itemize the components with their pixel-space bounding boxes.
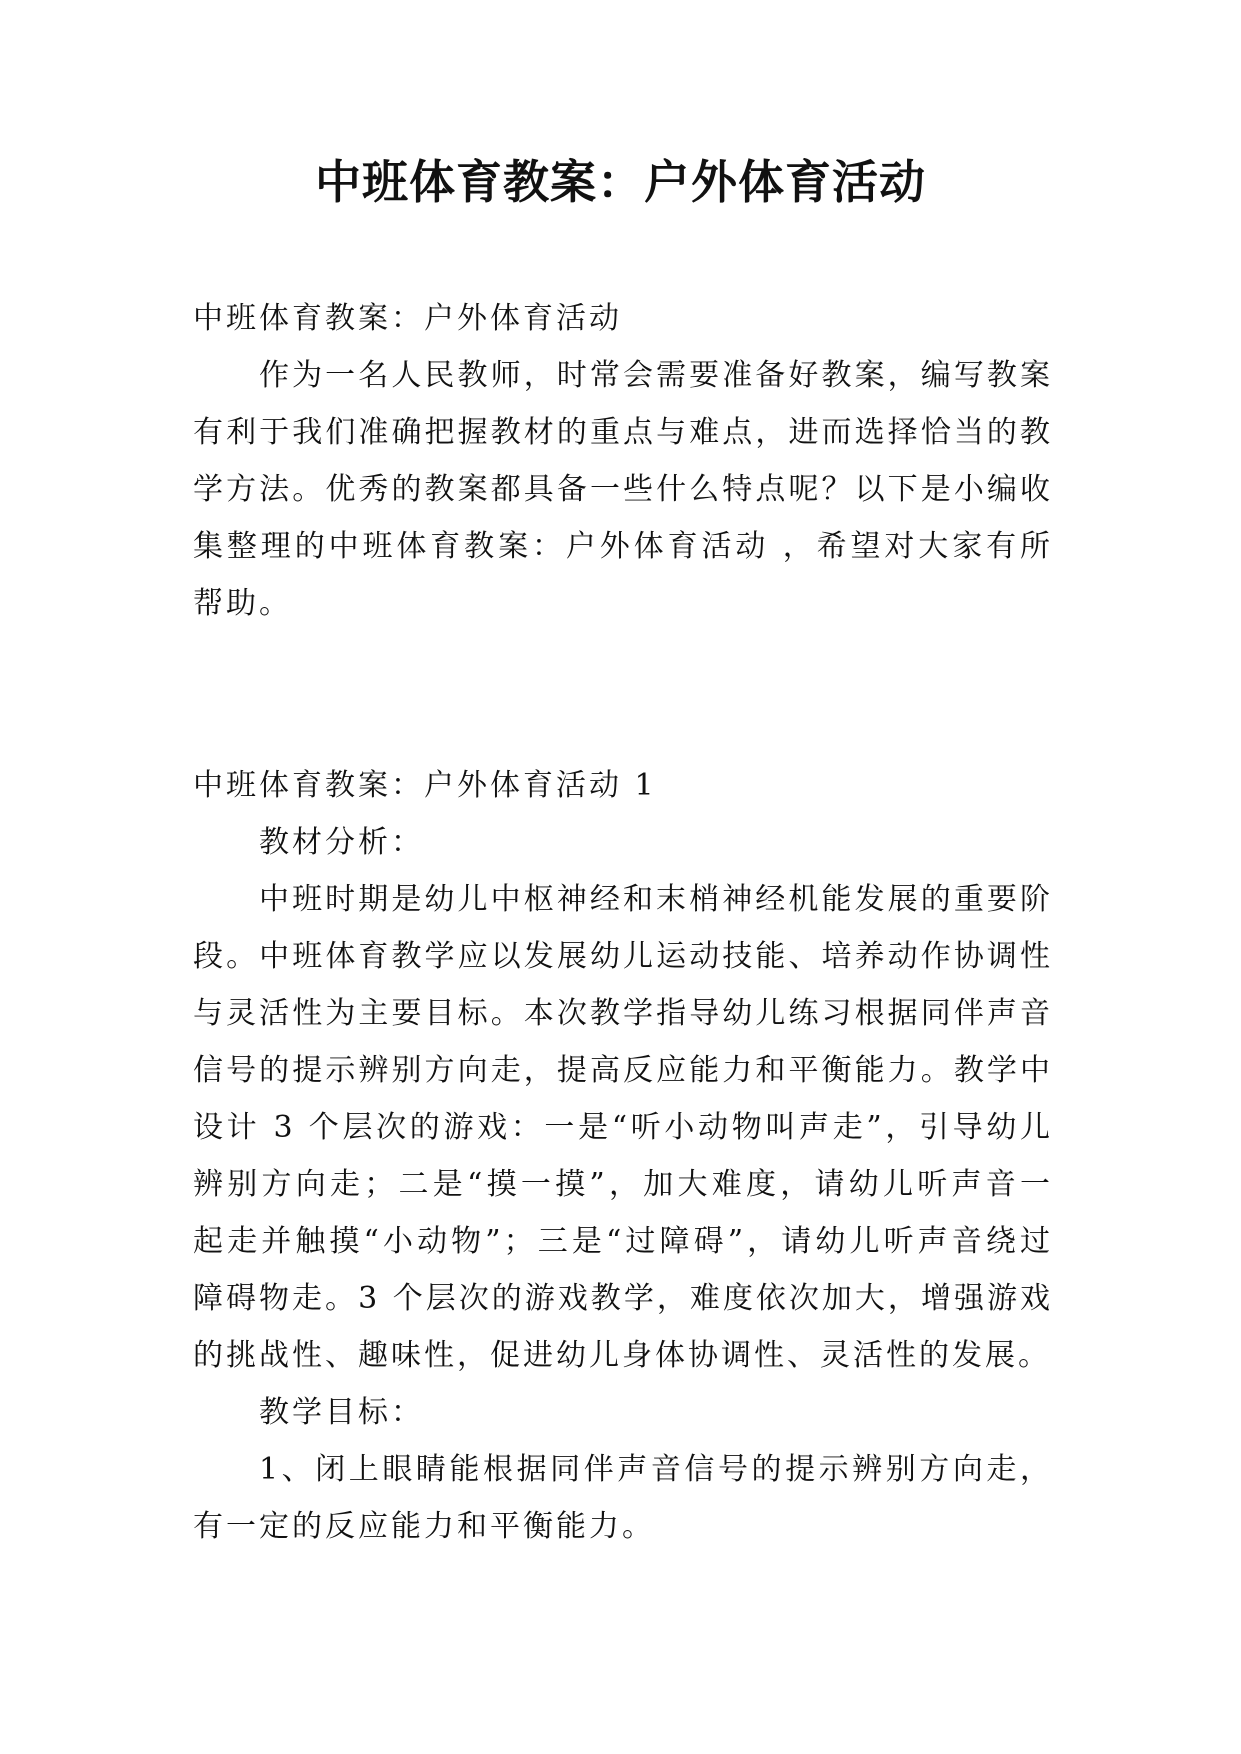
intro-paragraph: 作为一名人民教师，时常会需要准备好教案，编写教案有利于我们准确把握教材的重点与难点，进而选择恰当的教学方法。优秀的教案都具备一些什么特点呢？以下是小编收集整理的中班体育教案：户外体育活动 ，希望对大家有所帮助。 [193, 358, 1053, 621]
goal-item-1: 1、闭上眼睛能根据同伴声音信号的提示辨别方向走，有一定的反应能力和平衡能力。 [193, 1452, 1053, 1544]
document-title: 中班体育教案：户外体育活动 [315, 155, 926, 209]
intro-section [193, 290, 1053, 632]
lesson-heading: 中班体育教案：户外体育活动 1 [193, 768, 657, 803]
analysis-paragraph: 中班时期是幼儿中枢神经和末梢神经机能发展的重要阶段。中班体育教学应以发展幼儿运动技能、培养动作协调性与灵活性为主要目标。本次教学指导幼儿练习根据同伴声音信号的提示辨别方向走，提高反应能力和平衡能力。教学中设计 3 个层次的游戏：一是“听小动物叫声走”，引导幼儿辨别方向走；二是“摸一摸”，加大难度，请幼儿听声音一起走并触摸“小动物”；三是“过障碍”，请幼儿听声音绕过障碍物走。3 个层次的游戏教学，难度依次加大，增强游戏的挑战性、趣味性，促进幼儿身体协调性、灵活性的发展。 [193, 882, 1053, 1373]
analysis-subheading: 教材分析： [259, 825, 424, 860]
intro-heading: 中班体育教案：户外体育活动 [193, 301, 622, 336]
goals-subheading: 教学目标： [259, 1395, 424, 1430]
lesson-section [193, 757, 1053, 1555]
